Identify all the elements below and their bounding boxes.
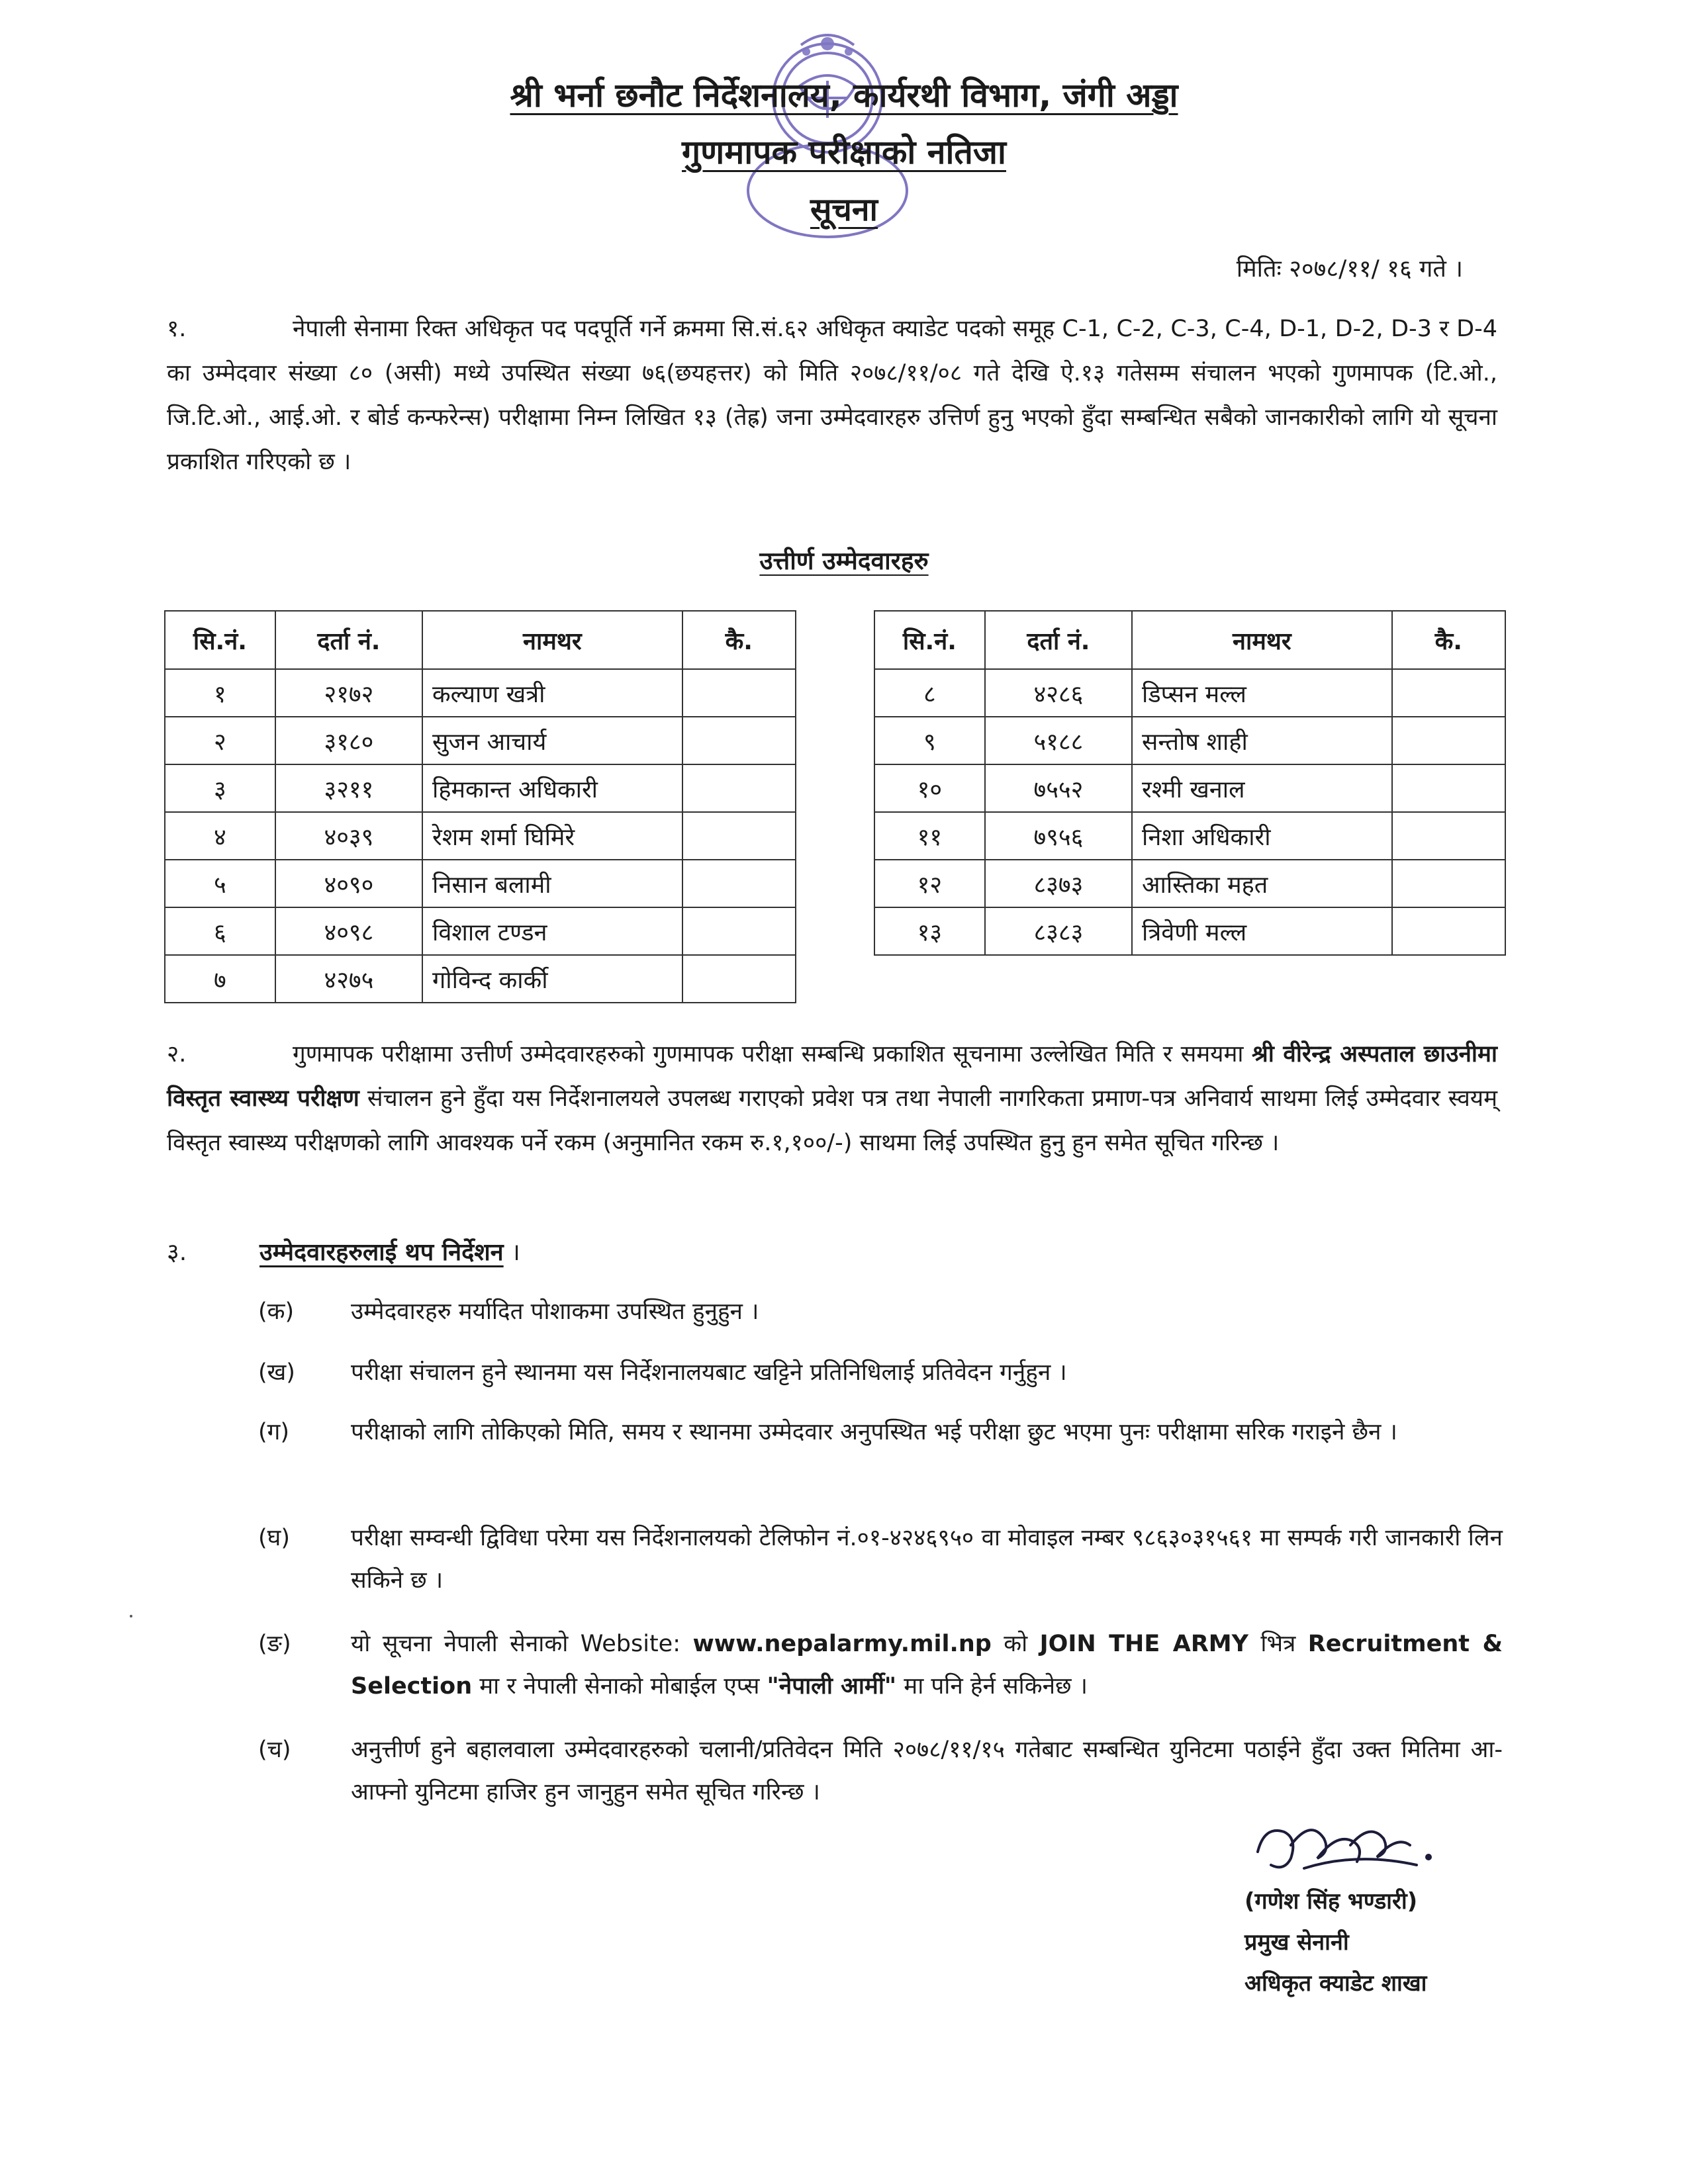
instruction-text-part: यो सूचना नेपाली सेनाको Website: bbox=[351, 1631, 693, 1657]
join-army-label: JOIN THE ARMY bbox=[1039, 1631, 1248, 1657]
handwritten-signature bbox=[1244, 1805, 1443, 1885]
remarks-cell bbox=[682, 907, 796, 955]
col-serial-header: सि.नं. bbox=[874, 611, 985, 669]
paragraph-2 bbox=[167, 1032, 1497, 1165]
serial-cell: ११ bbox=[874, 812, 985, 860]
table-row bbox=[874, 669, 1505, 717]
mobile-app-label: "नेपाली आर्मी" bbox=[767, 1673, 897, 1700]
registration-cell: ५१८८ bbox=[985, 717, 1132, 764]
instruction-item bbox=[258, 1291, 1503, 1333]
signatory-name: (गणेश सिंह भण्डारी) bbox=[1244, 1888, 1418, 1915]
paragraph-2-bold-text: श्री वीरेन्द्र अस्पताल छाउनीमा विस्तृत स्वास्थ्य परीक्षण bbox=[167, 1041, 1497, 1112]
col-name-header: नामथर bbox=[422, 611, 682, 669]
name-cell: डिप्सन मल्ल bbox=[1132, 669, 1392, 717]
paragraph-1-number: १. bbox=[167, 316, 187, 342]
header-title: श्री भर्ना छनौट निर्देशनालय, कार्यरथी विभाग, जंगी अड्डा bbox=[510, 76, 1178, 114]
remarks-cell bbox=[1392, 764, 1505, 812]
signatory-department: अधिकृत क्याडेट शाखा bbox=[1244, 1970, 1427, 1997]
instruction-text-part: भित्र bbox=[1248, 1631, 1308, 1657]
registration-cell: ४०९८ bbox=[275, 907, 422, 955]
col-remarks-header: कै. bbox=[1392, 611, 1505, 669]
recruitment-label: Recruitment & Selection bbox=[351, 1631, 1503, 1700]
instruction-item bbox=[258, 1517, 1503, 1602]
instruction-item bbox=[258, 1351, 1503, 1394]
col-registration-header: दर्ता नं. bbox=[985, 611, 1132, 669]
col-remarks-header: कै. bbox=[682, 611, 796, 669]
paragraph-2-text-a: गुणमापक परीक्षामा उत्तीर्ण उम्मेदवारहरुको गुणमापक परीक्षा सम्बन्धि प्रकाशित सूचनामा उल्लेखित मिति र समयमा bbox=[293, 1041, 1252, 1068]
col-serial-header: सि.नं. bbox=[165, 611, 275, 669]
remarks-cell bbox=[682, 669, 796, 717]
registration-cell: ४२७५ bbox=[275, 955, 422, 1003]
notice-date: मितिः २०७८/११/ १६ गते । bbox=[1236, 255, 1463, 283]
name-cell: कल्याण खत्री bbox=[422, 669, 682, 717]
serial-cell: ५ bbox=[165, 860, 275, 907]
registration-cell: २१७२ bbox=[275, 669, 422, 717]
serial-cell: १३ bbox=[874, 907, 985, 955]
name-cell: रेशम शर्मा घिमिरे bbox=[422, 812, 682, 860]
section-3-heading bbox=[167, 1235, 520, 1267]
registration-cell: ४०३९ bbox=[275, 812, 422, 860]
scan-speck bbox=[130, 1615, 132, 1617]
notice-label: सूचना bbox=[810, 191, 878, 228]
remarks-cell bbox=[1392, 669, 1505, 717]
registration-cell: ४०९० bbox=[275, 860, 422, 907]
serial-cell: ७ bbox=[165, 955, 275, 1003]
instruction-text: परीक्षाको लागि तोकिएको मिति, समय र स्थानमा उम्मेदवार अनुपस्थित भई परीक्षा छुट भएमा पुनः परीक्षामा सरिक गराइने छैन । bbox=[351, 1419, 1397, 1445]
remarks-cell bbox=[1392, 812, 1505, 860]
instruction-marker: (ङ) bbox=[258, 1631, 291, 1657]
remarks-cell bbox=[1392, 907, 1505, 955]
header-subtitle: गुणमापक परीक्षाको नतिजा bbox=[682, 133, 1006, 171]
name-cell: निशा अधिकारी bbox=[1132, 812, 1392, 860]
instruction-item bbox=[258, 1729, 1503, 1813]
paragraph-1-text: नेपाली सेनामा रिक्त अधिकृत पद पदपूर्ति गर्ने क्रममा सि.सं.६२ अधिकृत क्याडेट पदको समूह C-1, C-2, C-3, C-4, D-1, D-2, D-3 र D-4 का उम्मेदवार संख्या ८० (असी) मध्ये उपस्थित संख्या ७६(छयहत्तर) को मिति २०७८/११/०८ गते देखि ऐ.१३ गतेसम्म संचालन भएको गुणमापक (टि.ओ., जि.टि.ओ., आई.ओ. र बोर्ड कन्फरेन्स) परीक्षामा निम्न लिखित १३ (तेह्र) जना उम्मेदवारहरु उत्तिर्ण हुनु भएको हुँदा सम्बन्धित सबैको जानकारीको लागि यो सूचना प्रकाशित गरिएको छ । bbox=[167, 316, 1497, 475]
col-name-header: नामथर bbox=[1132, 611, 1392, 669]
serial-cell: ८ bbox=[874, 669, 985, 717]
serial-cell: ९ bbox=[874, 717, 985, 764]
table-row bbox=[874, 764, 1505, 812]
results-table-right bbox=[874, 610, 1506, 956]
name-cell: सुजन आचार्य bbox=[422, 717, 682, 764]
instruction-marker: (ग) bbox=[258, 1419, 290, 1445]
name-cell: त्रिवेणी मल्ल bbox=[1132, 907, 1392, 955]
paragraph-1 bbox=[167, 307, 1497, 484]
registration-cell: ४२८६ bbox=[985, 669, 1132, 717]
website-link[interactable]: www.nepalarmy.mil.np bbox=[692, 1631, 992, 1657]
serial-cell: ३ bbox=[165, 764, 275, 812]
name-cell: आस्तिका महत bbox=[1132, 860, 1392, 907]
paragraph-2-text-b: संचालन हुने हुँदा यस निर्देशनालयले उपलब्ध गराएको प्रवेश पत्र तथा नेपाली नागरिकता प्रमाण-पत्र अनिवार्य साथमा लिई उम्मेदवार स्वयम् विस्तृत स्वास्थ्य परीक्षणको लागि आवश्यक पर्ने रकम (अनुमानित रकम रु.१,१००/-) साथमा लिई उपस्थित हुनु हुन समेत सूचित गरिन्छ । bbox=[167, 1085, 1498, 1156]
name-cell: रश्मी खनाल bbox=[1132, 764, 1392, 812]
remarks-cell bbox=[682, 860, 796, 907]
name-cell: सन्तोष शाही bbox=[1132, 717, 1392, 764]
registration-cell: ८३७३ bbox=[985, 860, 1132, 907]
instruction-text: अनुत्तीर्ण हुने बहालवाला उम्मेदवारहरुको चलानी/प्रतिवेदन मिति २०७८/११/१५ गतेबाट सम्बन्धित युनिटमा पठाईने हुँदा उक्त मितिमा आ-आफ्नो युनिटमा हाजिर हुन जानुहुन समेत सूचित गरिन्छ । bbox=[351, 1737, 1503, 1805]
serial-cell: १ bbox=[165, 669, 275, 717]
signatory-rank: प्रमुख सेनानी bbox=[1244, 1929, 1349, 1956]
passed-candidates-title: उत्तीर्ण उम्मेदवारहरु bbox=[759, 547, 929, 575]
serial-cell: १० bbox=[874, 764, 985, 812]
registration-cell: ७५५२ bbox=[985, 764, 1132, 812]
remarks-cell bbox=[682, 955, 796, 1003]
remarks-cell bbox=[682, 717, 796, 764]
instruction-marker: (ख) bbox=[258, 1359, 295, 1386]
instruction-text-part: मा र नेपाली सेनाको मोबाईल एप्स bbox=[472, 1673, 767, 1700]
table-row bbox=[874, 860, 1505, 907]
name-cell: निसान बलामी bbox=[422, 860, 682, 907]
registration-cell: ७९५६ bbox=[985, 812, 1132, 860]
col-registration-header: दर्ता नं. bbox=[275, 611, 422, 669]
table-row bbox=[874, 907, 1505, 955]
name-cell: गोविन्द कार्की bbox=[422, 955, 682, 1003]
section-3-number: ३. bbox=[167, 1239, 187, 1266]
instruction-item bbox=[258, 1411, 1503, 1453]
table-row bbox=[874, 717, 1505, 764]
instruction-marker: (च) bbox=[258, 1737, 291, 1763]
table-row bbox=[165, 860, 796, 907]
instruction-text-part: को bbox=[991, 1631, 1040, 1657]
remarks-cell bbox=[1392, 717, 1505, 764]
instruction-text: परीक्षा सम्वन्धी द्विविधा परेमा यस निर्देशनालयको टेलिफोन नं.०१-४२४६९५० वा मोवाइल नम्बर ९८६३०३१५६१ मा सम्पर्क गरी जानकारी लिन सकिने छ । bbox=[351, 1525, 1503, 1594]
instruction-marker: (क) bbox=[258, 1298, 295, 1325]
results-table-left bbox=[164, 610, 796, 1003]
table-row bbox=[165, 717, 796, 764]
remarks-cell bbox=[1392, 860, 1505, 907]
section-3-title: उम्मेदवारहरुलाई थप निर्देशन bbox=[259, 1239, 504, 1266]
instruction-text-part: मा पनि हेर्न सकिनेछ । bbox=[896, 1673, 1088, 1700]
name-cell: विशाल टण्डन bbox=[422, 907, 682, 955]
instruction-text: उम्मेदवारहरु मर्यादित पोशाकमा उपस्थित हुनुहुन । bbox=[351, 1298, 759, 1325]
table-row bbox=[874, 812, 1505, 860]
registration-cell: ३१८० bbox=[275, 717, 422, 764]
instruction-text: परीक्षा संचालन हुने स्थानमा यस निर्देशनालयबाट खट्टिने प्रतिनिधिलाई प्रतिवेदन गर्नुहुन । bbox=[351, 1359, 1067, 1386]
serial-cell: २ bbox=[165, 717, 275, 764]
name-cell: हिमकान्त अधिकारी bbox=[422, 764, 682, 812]
remarks-cell bbox=[682, 812, 796, 860]
serial-cell: ४ bbox=[165, 812, 275, 860]
section-3-suffix: । bbox=[503, 1239, 520, 1266]
registration-cell: ८३८३ bbox=[985, 907, 1132, 955]
serial-cell: ६ bbox=[165, 907, 275, 955]
table-row bbox=[165, 907, 796, 955]
table-row bbox=[165, 764, 796, 812]
remarks-cell bbox=[682, 764, 796, 812]
registration-cell: ३२११ bbox=[275, 764, 422, 812]
table-row bbox=[165, 812, 796, 860]
instruction-item bbox=[258, 1623, 1503, 1707]
paragraph-2-number: २. bbox=[167, 1041, 187, 1068]
instruction-marker: (घ) bbox=[258, 1525, 290, 1551]
table-row bbox=[165, 669, 796, 717]
table-row bbox=[165, 955, 796, 1003]
serial-cell: १२ bbox=[874, 860, 985, 907]
instruction-text bbox=[351, 1623, 1503, 1707]
